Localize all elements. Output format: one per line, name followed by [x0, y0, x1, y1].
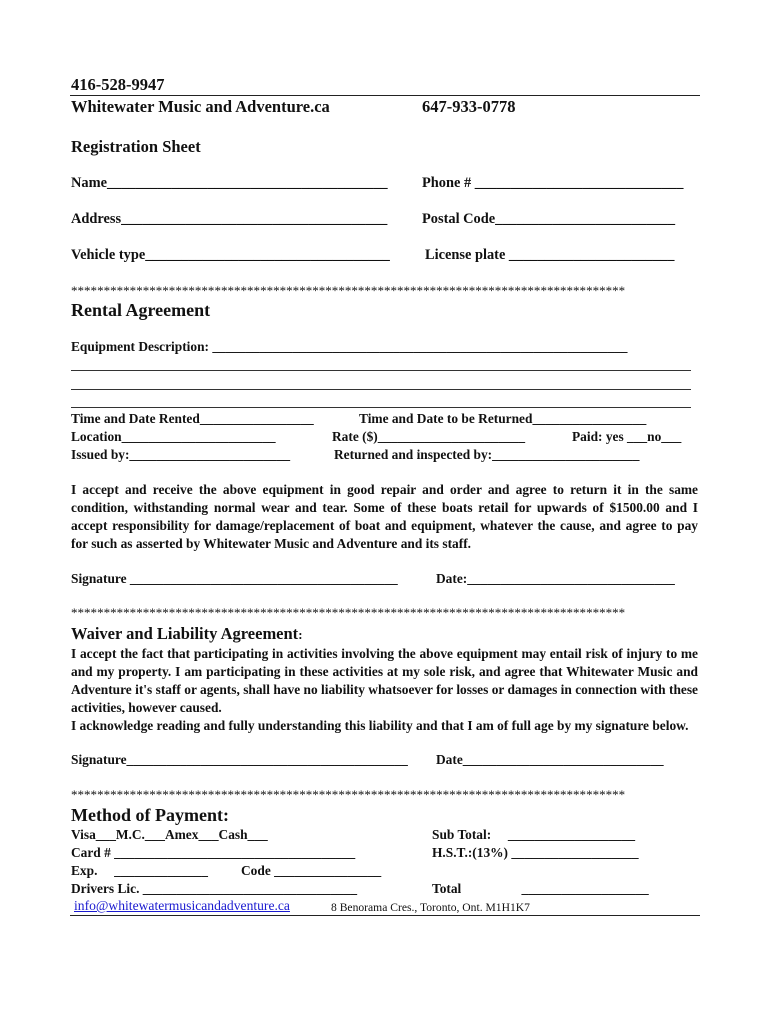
issued-by-field[interactable]: Issued by:________________________: [71, 447, 291, 462]
waiver-paragraph-1: I accept the fact that participating in activities involving the above equipment may entail risk of injury to me and my property. I am participating in these activities at my sole risk, and agree that Whitewater Music and Adventure it's staff or agents, shall have no liability whatsoever for losses or damages in connection with these activities, however caused.: [71, 646, 698, 715]
phone-number-1: 416-528-9947: [71, 75, 165, 94]
waiver-title-text: Waiver and Liability Agreement: [71, 624, 299, 643]
hst-field[interactable]: H.S.T.:(13%) ___________________: [432, 845, 639, 860]
footer-rule: [70, 915, 700, 916]
rental-date-field[interactable]: Date:_______________________________: [436, 571, 675, 586]
time-return-field[interactable]: Time and Date to be Returned_________________: [359, 411, 647, 426]
waiver-title: [71, 624, 303, 644]
waiver-signature-field[interactable]: Signature__________________________________________: [71, 752, 408, 767]
business-name: Whitewater Music and Adventure.ca: [71, 97, 330, 116]
rental-statement: [71, 481, 698, 553]
footer-address: 8 Benorama Cres., Toronto, Ont. M1H1K7: [331, 901, 530, 914]
name-field[interactable]: Name_______________________________________: [71, 175, 388, 191]
rate-field[interactable]: Rate ($)______________________: [332, 429, 526, 444]
rental-statement-text: I accept and receive the above equipment in good repair and order and agree to return it in the same condition, withstanding normal wear and tear. Some of these boats retail for upwards of $1500.00 and I accept responsibility for damage/replacement of boat and equipment, whatever the cause, and agree to pay for such as asserted by Whitewater Music and Adventure and its staff.: [71, 482, 698, 551]
waiver-paragraph-2: I acknowledge reading and fully understanding this liability and that I am of full age by my signature below.: [71, 718, 689, 733]
payment-title: Method of Payment:: [71, 805, 229, 825]
separator-3: *************************************************************************************: [71, 787, 626, 802]
subtotal-field[interactable]: Sub Total: ___________________: [432, 827, 636, 842]
footer-email-link[interactable]: [74, 898, 290, 914]
registration-title: Registration Sheet: [71, 137, 201, 156]
returned-inspected-field[interactable]: Returned and inspected by:______________________: [334, 447, 640, 462]
time-rented-field[interactable]: Time and Date Rented_________________: [71, 411, 314, 426]
equipment-line-2[interactable]: [71, 370, 691, 371]
drivers-license-field[interactable]: Drivers Lic. ________________________________: [71, 881, 358, 896]
address-field[interactable]: Address_____________________________________: [71, 211, 388, 227]
email-link-text[interactable]: info@whitewatermusicandadventure.ca: [74, 898, 290, 913]
separator-2: *************************************************************************************: [71, 605, 626, 620]
postal-code-field[interactable]: Postal Code_________________________: [422, 211, 676, 227]
card-number-field[interactable]: Card # ____________________________________: [71, 845, 356, 860]
location-field[interactable]: Location_______________________: [71, 429, 276, 444]
phone-field[interactable]: Phone # _____________________________: [422, 175, 684, 191]
phone-number-2: 647-933-0778: [422, 97, 516, 116]
security-code-field[interactable]: Code ________________: [241, 863, 382, 878]
vehicle-type-field[interactable]: Vehicle type__________________________________: [71, 247, 390, 263]
equipment-line-3[interactable]: [71, 389, 691, 390]
total-field[interactable]: Total ___________________: [432, 881, 649, 896]
waiver-date-field[interactable]: Date______________________________: [436, 752, 664, 767]
equipment-description-field[interactable]: Equipment Description: ______________________________________________________________: [71, 339, 628, 354]
header-rule: [70, 95, 700, 96]
waiver-title-colon: :: [298, 627, 303, 642]
equipment-line-4[interactable]: [71, 407, 691, 408]
paid-field[interactable]: Paid: yes ___no___: [572, 429, 682, 444]
waiver-text: [71, 645, 698, 735]
license-plate-field[interactable]: License plate _______________________: [425, 247, 675, 263]
expiry-field[interactable]: Exp. ______________: [71, 863, 208, 878]
payment-methods-field[interactable]: Visa___M.C.___Amex___Cash___: [71, 827, 268, 842]
rental-signature-field[interactable]: Signature ________________________________________: [71, 571, 398, 586]
separator-1: *************************************************************************************: [71, 283, 626, 298]
rental-agreement-title: Rental Agreement: [71, 300, 211, 320]
